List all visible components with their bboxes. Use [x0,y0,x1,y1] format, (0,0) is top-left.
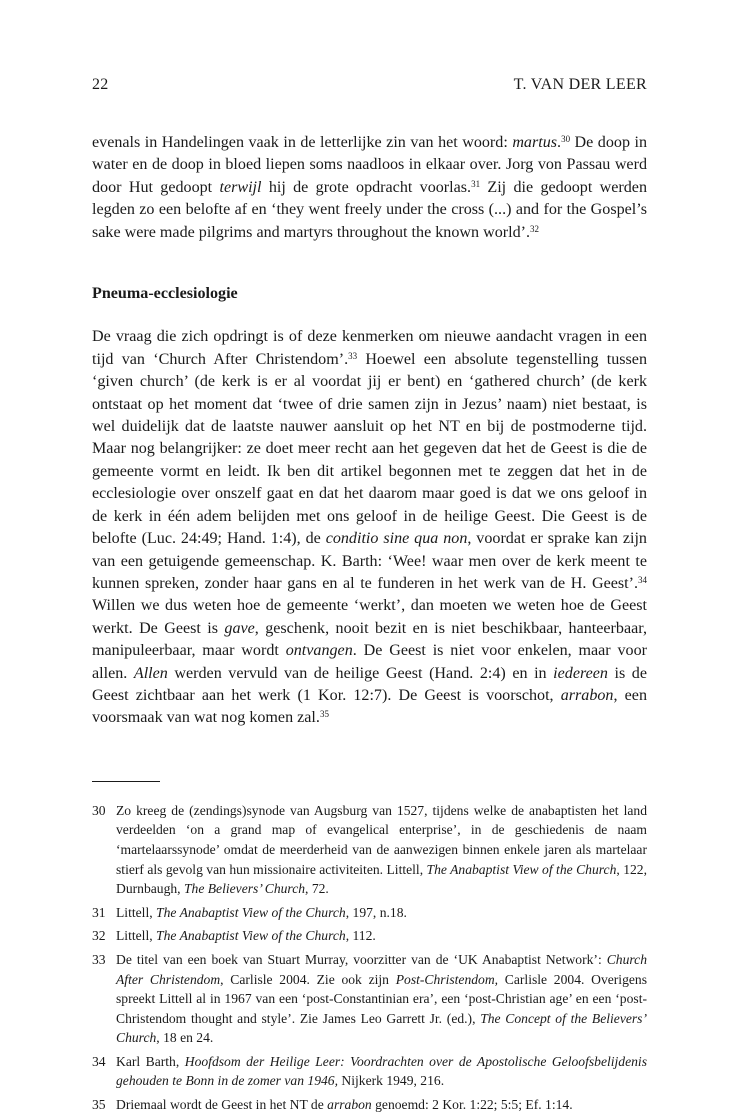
italic-term: conditio sine qua non [325,530,468,548]
footnote [92,1052,647,1091]
footnote-ref: 35 [319,709,329,720]
footnote [92,926,647,946]
footnote-text: Karl Barth, Hoofdsom der Heilige Leer: Voordrachten over de Apostolische Geloofsbelijdenis gehouden te Bonn in de zomer van 1946, Nijkerk 1949, 216. [116,1053,647,1089]
footnote-text: Driemaal wordt de Geest in het NT de arrabon genoemd: 2 Kor. 1:22; 5:5; Ef. 1:14. [116,1097,573,1113]
footnote-number: 32 [92,928,106,944]
text-run: werden vervuld van de heilige Geest (Hand. 2:4) en in [167,664,554,682]
footnote-ref: 33 [348,350,358,361]
text-run: evenals in Handelingen vaak in de letterlijke zin van het woord: [92,134,513,151]
footnote [92,950,647,1048]
italic-term: terwijl [219,178,262,196]
text-run: , een voorsmaak van wat nog komen zal. [92,686,647,727]
book-page [92,76,647,1119]
text-run: De vraag die zich opdringt is of deze kenmerken om nieuwe aandacht vragen in een tijd van ‘Church After Christendom’. [92,328,647,368]
footnote-text: Littell, The Anabaptist View of the Church, 197, n.18. [116,904,407,920]
footnote-number: 35 [92,1097,106,1113]
text-run: hij de grote opdracht voorlas. [261,178,472,196]
footnote-number: 31 [92,904,106,920]
italic-term: arrabon [560,686,614,704]
footnote-text: Littell, The Anabaptist View of the Church, 112. [116,928,376,944]
text-run: is de Geest zichtbaar aan het werk (1 Kor. 12:7). De Geest is voorschot, [92,664,647,704]
italic-term: gave [224,619,255,637]
paragraph [92,326,647,729]
italic-term: Allen [133,664,168,682]
text-run: Zij die gedoopt werden legden zo een belofte af en ‘they went freely under the cross (...) and for the Gospel’s sake were made pilgrims and martyrs throughout the known world’. [92,178,647,241]
footnote-number: 34 [92,1053,106,1069]
body-text [92,132,647,730]
footnote-text: Zo kreeg de (zendings)synode van Augsburg van 1527, tijdens welke de anabaptisten het land verdeelden ‘on a grand map of evangelical enterprise’, in de geschiedenis de naam ‘martelaarssynode’ omdat de meerderheid van de aanwezigen binnen enkele jaren als martelaar stierf als gevolg van hun missionaire activiteiten. Littell, The Anabaptist View of the Church, 122, Durnbaugh, The Believers’ Church, 72. [116,802,647,897]
running-title: T. VAN DER LEER [513,76,647,93]
footnote-number: 30 [92,802,106,818]
text-run: . De Geest is niet voor enkelen, maar voor allen. [92,642,647,682]
text-run: Hoewel een absolute tegenstelling tussen ‘given church’ (de kerk is er al voordat jij er bent) en ‘gathered church’ (de kerk ontstaat op het moment dat ‘twee of drie samen zijn in Jezus’ naam) niet bestaat, is wel duidelijk dat de laatste nauwer aansluit op het NT en bij de postmoderne tijd. Maar nog belangrijker: ze doet meer recht aan het gegeven dat het de Geest is die de gemeente vormt en leidt. Ik ben dit artikel begonnen met te zeggen dat het in de ecclesiologie over onszelf gaat en dat het daarom maar goed is dat we ons geloof in de kerk in één adem belijden met ons geloof in de heilige Geest. Die Geest is de belofte (Luc. 24:49; Hand. 1:4), de [92,350,647,548]
footnote-ref: 32 [530,223,540,234]
section-heading: Pneuma-ecclesiologie [92,285,238,303]
running-header [92,76,647,102]
footnote-text: De titel van een boek van Stuart Murray, voorzitter van de ‘UK Anabaptist Network’: Church After Christendom, Carlisle 2004. Zie ook zijn Post-Christendom, Carlisle 2004. Overigens spreekt Littell al in 1967 van een ‘post-Constantinian era’, een ‘post-Christian age’ en een ‘post-Christendom thought and style’. Zie James Leo Garrett Jr. (ed.), The Concept of the Believers’ Church, 18 en 24. [116,951,647,1046]
text-run: , geschenk, nooit bezit en is niet beschikbaar, hanteerbaar, manipuleerbaar, maar wordt [92,619,647,660]
text-run: Willen we dus weten hoe de gemeente ‘werkt’, dan moeten we weten hoe de Geest werkt. De Geest is [92,597,647,637]
italic-term: martus [512,134,558,151]
footnote-ref: 34 [638,574,647,585]
footnote-ref: 31 [471,178,481,189]
paragraph [92,132,647,244]
italic-term: ontvangen [285,642,353,660]
text-run: De doop in water en de doop in bloed liepen soms naadloos in elkaar over. Jorg von Passau werd door Hut gedoopt [92,134,648,196]
footnote-number: 33 [92,951,106,967]
footnote-ref: 30 [561,134,571,144]
text-run: . [557,134,562,151]
text-run: , voordat er sprake kan zijn van een getuigende gemeenschap. K. Barth: ‘Wee! waar men over de kerk meent te kunnen spreken, zonder haar gans en al te funderen in het werk van de H. Geest’. [92,530,647,592]
footnote [92,903,647,923]
italic-term: iedereen [553,664,608,682]
footnote [92,1095,647,1115]
page-number: 22 [92,76,109,93]
footnote [92,801,647,899]
footnote-divider [92,781,160,782]
